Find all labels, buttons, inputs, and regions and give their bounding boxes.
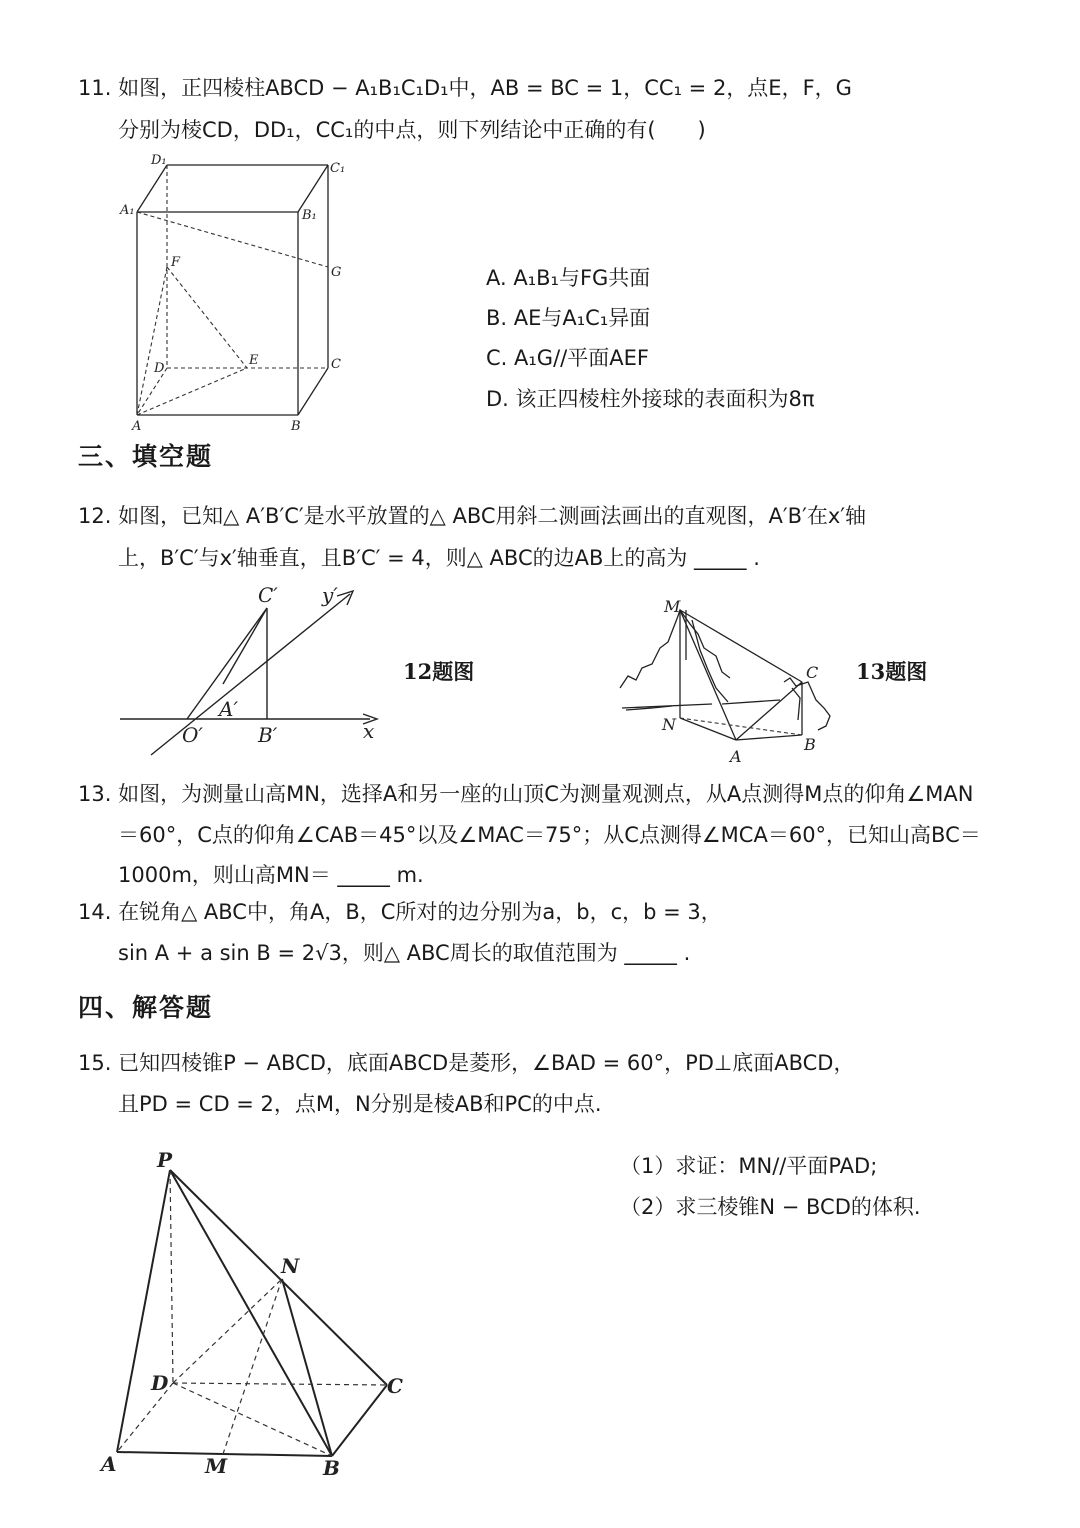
q12-figure-caption: 12题图 [403,659,475,684]
q15-sub2: （2）求三棱锥N − BCD的体积. [620,1195,921,1219]
label-c: C [806,663,819,682]
label-c: C [331,357,341,372]
label-d1: D₁ [151,153,167,168]
q13-figure-caption: 13题图 [856,659,928,684]
label-f: F [171,255,181,270]
q11-option-b: B. AE与A₁C₁异面 [486,306,651,330]
label-o-prime: O′ [182,723,203,747]
q15-pyramid-figure [95,1145,425,1480]
label-g: G [331,265,342,280]
label-a: A [101,1452,117,1476]
q12-line1: 12. 如图，已知△ A′B′C′是水平放置的△ ABC用斜二测画法画出的直观图，A′B′在x′轴 [78,504,867,528]
q13-line3: 1000m，则山高MN＝ _____ m. [118,863,424,887]
label-a-prime: A′ [219,697,238,721]
q11-line2: 分别为棱CD，DD₁，CC₁的中点，则下列结论中正确的有( ) [118,118,706,142]
label-n: N [281,1254,300,1278]
q11-option-a: A. A₁B₁与FG共面 [486,266,651,290]
label-x: x [363,719,375,743]
label-c-prime: C′ [258,583,278,607]
label-b: B [323,1456,340,1480]
label-n: N [662,715,676,734]
label-p: P [157,1148,173,1172]
q11-option-d: D. 该正四棱柱外接球的表面积为8π [486,387,815,411]
label-a1: A₁ [120,203,135,218]
label-m: M [205,1454,228,1478]
q11-line1: 11. 如图，正四棱柱ABCD − A₁B₁C₁D₁中，AB = BC = 1，CC₁ = 2，点E，F，G [78,76,852,100]
q15-sub1: （1）求证：MN//平面PAD; [620,1154,878,1178]
label-d: D [151,1371,169,1395]
label-c: C [387,1374,403,1398]
label-m: M [664,597,681,616]
section-solution-heading: 四、解答题 [78,993,214,1022]
label-b: B [804,735,816,754]
label-d: D [154,361,165,376]
label-y-prime: y′ [322,583,338,607]
label-b: B [291,419,301,434]
label-b-prime: B′ [258,723,278,747]
q13-mountain-figure [612,590,852,770]
label-a: A [132,419,142,434]
q13-line2: ＝60°，C点的仰角∠CAB＝45°以及∠MAC＝75°；从C点测得∠MCA＝60°，已知山高BC＝ [118,823,981,847]
section-fill-in-heading: 三、填空题 [78,442,214,471]
q15-line2: 且PD = CD = 2，点M，N分别是棱AB和PC的中点. [118,1092,602,1116]
q14-line1: 14. 在锐角△ ABC中，角A，B，C所对的边分别为a，b，c，b = 3， [78,900,722,924]
q12-line2: 上，B′C′与x′轴垂直，且B′C′ = 4，则△ ABC的边AB上的高为 _____ . [118,546,760,570]
label-b1: B₁ [302,208,317,223]
label-e: E [249,353,259,368]
q12-oblique-figure [115,580,385,760]
q11-option-c: C. A₁G//平面AEF [486,346,649,370]
q15-line1: 15. 已知四棱锥P − ABCD，底面ABCD是菱形，∠BAD = 60°，PD⊥底面ABCD， [78,1051,855,1075]
label-a: A [730,747,742,766]
q14-line2: sin A + a sin B = 2√3，则△ ABC周长的取值范围为 _____ . [118,941,691,965]
q13-line1: 13. 如图，为测量山高MN，选择A和另一座的山顶C为测量观测点，从A点测得M点的仰角∠MAN [78,782,974,806]
label-c1: C₁ [330,161,346,176]
q11-prism-figure [110,150,360,435]
